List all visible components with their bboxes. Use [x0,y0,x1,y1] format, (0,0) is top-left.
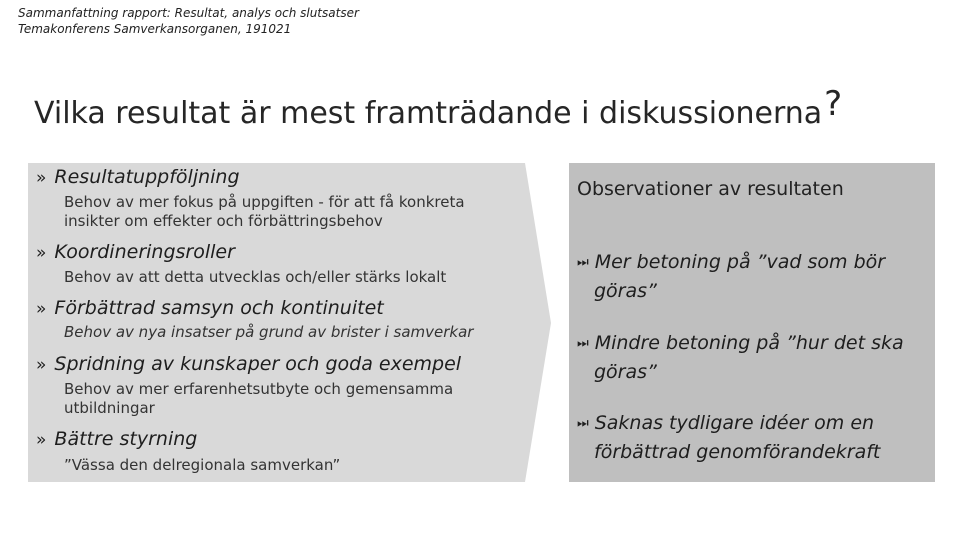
double-chevron-icon: » [36,299,47,319]
slide-title [34,84,843,132]
result-item-heading: » Resultatuppföljning [36,166,240,188]
double-chevron-icon: » [36,243,47,263]
skip-forward-icon: ⏭ [577,336,589,351]
result-item-heading: » Koordineringsroller [36,241,235,263]
header-line-2: Temakonferens Samverkansorganen, 191021 [18,22,292,36]
result-item-detail: Behov av mer fokus på uppgiften - för att få konkreta insikter om effekter och förbättringsbehov [64,193,465,230]
result-item-heading: » Bättre styrning [36,428,198,450]
double-chevron-icon: » [36,355,47,375]
slide-title-text: Vilka resultat är mest framträdande i diskussionerna [34,96,823,131]
slide-title-question-mark: ? [824,84,843,124]
observation-item: ⏭ Mer betoning på ”vad som bör göras” [577,251,886,302]
observations-title: Observationer av resultaten [577,178,844,200]
slide-header [18,5,359,37]
result-item-detail: Behov av mer erfarenhetsutbyte och gemensamma utbildningar [64,380,454,417]
result-item-detail: Behov av att detta utvecklas och/eller stärks lokalt [64,268,447,286]
header-line-1: Sammanfattning rapport: Resultat, analys och slutsatser [18,6,359,20]
result-item-heading: » Spridning av kunskaper och goda exempel [36,353,462,375]
observation-item: ⏭ Saknas tydligare idéer om en förbättrad genomförandekraft [577,412,881,463]
skip-forward-icon: ⏭ [577,416,589,431]
results-panel [28,163,551,482]
double-chevron-icon: » [36,430,47,450]
observation-item: ⏭ Mindre betoning på ”hur det ska göras” [577,332,904,383]
result-item-detail: Behov av nya insatser på grund av brister i samverkar [64,323,474,341]
double-chevron-icon: » [36,168,47,188]
result-item-heading: » Förbättrad samsyn och kontinuitet [36,297,384,319]
skip-forward-icon: ⏭ [577,255,589,270]
result-item-detail: ”Vässa den delregionala samverkan” [64,456,341,474]
observations-panel [569,163,935,482]
